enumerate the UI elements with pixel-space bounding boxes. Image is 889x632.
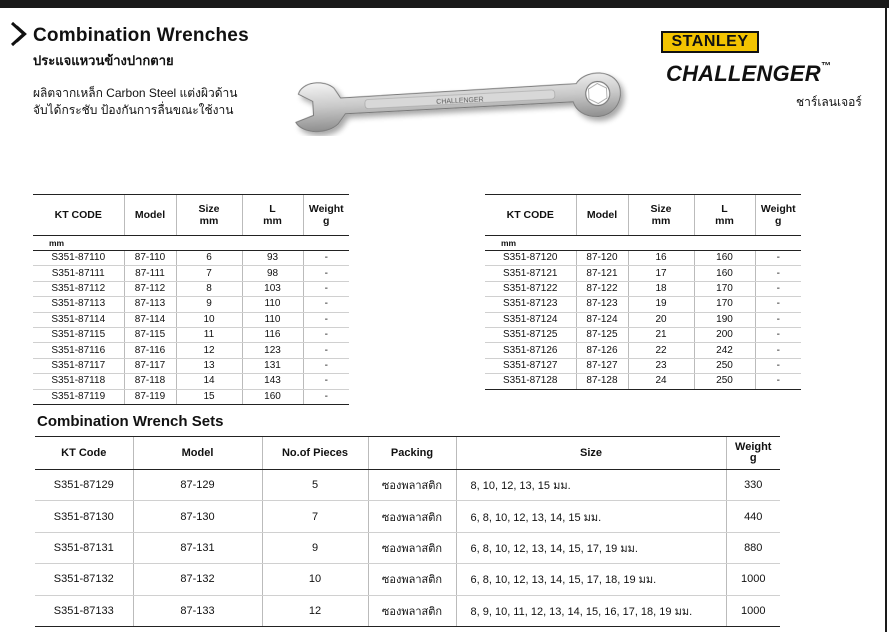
table-row [35,501,780,532]
trademark-symbol: ™ [820,61,831,72]
header-weight [726,437,780,470]
length-cell: 160 [694,251,755,266]
length-cell: 200 [694,327,755,342]
header-weight-label: Weight [760,203,796,215]
wrench-marking: CHALLENGER [436,96,484,106]
header-weight-label: Weight [308,203,344,215]
description-line: ผลิตจากเหล็ก Carbon Steel แต่งผิวด้าน [33,86,238,100]
unit-label: mm [485,236,801,251]
size-cell: 20 [628,312,694,327]
table-row [485,374,801,389]
length-cell: 143 [242,374,303,389]
table-row [33,297,349,312]
weight-cell: 440 [726,501,780,532]
model-cell: 87-127 [576,358,628,373]
table-row [485,312,801,327]
weight-cell: - [303,327,349,342]
kt-code-cell: S351-87112 [33,281,124,296]
size-cell: 12 [176,343,242,358]
weight-cell: 330 [726,470,780,501]
table-header-row [485,195,801,236]
weight-cell: - [755,343,801,358]
challenger-name: CHALLENGER [666,61,821,86]
model-cell: 87-117 [124,358,176,373]
weight-cell: - [303,358,349,373]
kt-code-cell: S351-87120 [485,251,576,266]
unit-row [33,236,349,251]
header-size: Size [456,437,726,470]
table-row [35,595,780,626]
kt-code-cell: S351-87127 [485,358,576,373]
header-model: Model [124,195,176,236]
header-pieces: No.of Pieces [262,437,368,470]
weight-cell: - [755,358,801,373]
table-row [33,266,349,281]
kt-code-cell: S351-87117 [33,358,124,373]
table-body [35,470,780,627]
header-weight-unit: g [775,215,782,227]
size-cell: 23 [628,358,694,373]
kt-code-cell: S351-87130 [35,501,133,532]
challenger-logo [666,61,831,87]
sets-section-title: Combination Wrench Sets [37,413,224,430]
model-cell: 87-125 [576,327,628,342]
weight-cell: 1000 [726,564,780,595]
table-body [485,251,801,390]
length-cell: 110 [242,297,303,312]
packing-cell: ซองพลาสติก [368,595,456,626]
length-cell: 160 [242,389,303,404]
header-size-unit: mm [651,215,671,227]
header-size-unit: mm [199,215,219,227]
size-cell: 15 [176,389,242,404]
table-row [33,358,349,373]
weight-cell: - [755,297,801,312]
table-row [33,251,349,266]
product-description [33,85,237,119]
weight-cell: - [303,281,349,296]
weight-cell: - [303,374,349,389]
length-cell: 98 [242,266,303,281]
unit-row [485,236,801,251]
weight-cell: - [303,343,349,358]
header-model: Model [133,437,262,470]
header-length-unit: mm [715,215,734,227]
length-cell: 123 [242,343,303,358]
size-cell: 18 [628,281,694,296]
table-row [485,266,801,281]
left-wrench-table [33,194,349,405]
table-row [485,358,801,373]
packing-cell: ซองพลาสติก [368,470,456,501]
header-weight-unit: g [323,215,330,227]
stanley-logo: STANLEY [661,31,759,53]
size-cell: 9 [176,297,242,312]
model-cell: 87-126 [576,343,628,358]
length-cell: 160 [694,266,755,281]
packing-cell: ซองพลาสติก [368,532,456,563]
size-cell: 13 [176,358,242,373]
model-cell: 87-121 [576,266,628,281]
model-cell: 87-132 [133,564,262,595]
model-cell: 87-124 [576,312,628,327]
size-cell: 19 [628,297,694,312]
header-size [628,195,694,236]
model-cell: 87-112 [124,281,176,296]
weight-cell: - [303,389,349,404]
pieces-cell: 9 [262,532,368,563]
weight-cell: - [303,312,349,327]
challenger-thai-name: ชาร์เลนเจอร์ [796,95,862,109]
weight-cell: 1000 [726,595,780,626]
size-cell: 6, 8, 10, 12, 13, 14, 15, 17, 19 มม. [456,532,726,563]
chevron-right-icon [8,20,30,48]
table-row [35,564,780,595]
kt-code-cell: S351-87132 [35,564,133,595]
header-weight-unit: g [749,452,757,464]
kt-code-cell: S351-87129 [35,470,133,501]
pieces-cell: 7 [262,501,368,532]
length-cell: 170 [694,297,755,312]
header-length-label: L [269,203,276,215]
model-cell: 87-129 [133,470,262,501]
weight-cell: - [755,251,801,266]
table-row [485,343,801,358]
length-cell: 103 [242,281,303,296]
model-cell: 87-110 [124,251,176,266]
unit-label: mm [33,236,349,251]
size-cell: 21 [628,327,694,342]
size-cell: 8, 10, 12, 13, 15 มม. [456,470,726,501]
kt-code-cell: S351-87110 [33,251,124,266]
size-cell: 6, 8, 10, 12, 13, 14, 15 มม. [456,501,726,532]
weight-cell: 880 [726,532,780,563]
kt-code-cell: S351-87126 [485,343,576,358]
length-cell: 250 [694,358,755,373]
table-row [33,327,349,342]
wrench-sets-table [35,436,780,627]
table-body [33,251,349,405]
model-cell: 87-120 [576,251,628,266]
length-cell: 131 [242,358,303,373]
header-packing: Packing [368,437,456,470]
table-row [33,312,349,327]
table-row [33,281,349,296]
table-header-row [35,437,780,470]
size-cell: 16 [628,251,694,266]
kt-code-cell: S351-87128 [485,374,576,389]
length-cell: 116 [242,327,303,342]
header-length [694,195,755,236]
size-cell: 8 [176,281,242,296]
header-size-label: Size [650,203,672,215]
kt-code-cell: S351-87131 [35,532,133,563]
header-weight-label: Weight [735,441,772,453]
weight-cell: - [303,297,349,312]
size-cell: 14 [176,374,242,389]
length-cell: 110 [242,312,303,327]
table-row [485,251,801,266]
kt-code-cell: S351-87119 [33,389,124,404]
model-cell: 87-122 [576,281,628,296]
packing-cell: ซองพลาสติก [368,501,456,532]
header-length [242,195,303,236]
packing-cell: ซองพลาสติก [368,564,456,595]
weight-cell: - [303,266,349,281]
table-row [35,470,780,501]
length-cell: 93 [242,251,303,266]
length-cell: 190 [694,312,755,327]
size-cell: 7 [176,266,242,281]
model-cell: 87-115 [124,327,176,342]
size-cell: 6, 8, 10, 12, 13, 14, 15, 17, 18, 19 มม. [456,564,726,595]
model-cell: 87-130 [133,501,262,532]
model-cell: 87-116 [124,343,176,358]
length-cell: 242 [694,343,755,358]
model-cell: 87-113 [124,297,176,312]
model-cell: 87-119 [124,389,176,404]
kt-code-cell: S351-87121 [485,266,576,281]
size-cell: 6 [176,251,242,266]
size-cell: 11 [176,327,242,342]
kt-code-cell: S351-87115 [33,327,124,342]
kt-code-cell: S351-87125 [485,327,576,342]
pieces-cell: 12 [262,595,368,626]
right-border [885,8,887,632]
weight-cell: - [755,374,801,389]
table-row [33,374,349,389]
right-wrench-table [485,194,801,390]
header-size-label: Size [198,203,220,215]
model-cell: 87-123 [576,297,628,312]
page-subtitle: ประแจแหวนข้างปากตาย [33,53,174,68]
weight-cell: - [755,327,801,342]
size-cell: 8, 9, 10, 11, 12, 13, 14, 15, 16, 17, 18, 19 มม. [456,595,726,626]
table-row [485,327,801,342]
weight-cell: - [755,281,801,296]
header-kt-code: KT CODE [33,195,124,236]
header-length-unit: mm [263,215,282,227]
kt-code-cell: S351-87123 [485,297,576,312]
header-kt-code: KT CODE [485,195,576,236]
size-cell: 17 [628,266,694,281]
page-title: Combination Wrenches [33,25,249,46]
pieces-cell: 10 [262,564,368,595]
size-cell: 22 [628,343,694,358]
header-kt-code: KT Code [35,437,133,470]
kt-code-cell: S351-87118 [33,374,124,389]
size-cell: 10 [176,312,242,327]
header-weight [303,195,349,236]
kt-code-cell: S351-87116 [33,343,124,358]
description-line: จับได้กระชับ ป้องกันการลื่นขณะใช้งาน [33,103,234,117]
table-row [33,389,349,404]
model-cell: 87-128 [576,374,628,389]
kt-code-cell: S351-87124 [485,312,576,327]
table-header-row [33,195,349,236]
length-cell: 250 [694,374,755,389]
top-bar [0,0,889,8]
kt-code-cell: S351-87111 [33,266,124,281]
table-row [35,532,780,563]
table-row [33,343,349,358]
weight-cell: - [755,266,801,281]
model-cell: 87-131 [133,532,262,563]
header-size [176,195,242,236]
table-row [485,281,801,296]
header-model: Model [576,195,628,236]
length-cell: 170 [694,281,755,296]
model-cell: 87-133 [133,595,262,626]
kt-code-cell: S351-87114 [33,312,124,327]
weight-cell: - [303,251,349,266]
header-weight [755,195,801,236]
kt-code-cell: S351-87133 [35,595,133,626]
model-cell: 87-118 [124,374,176,389]
kt-code-cell: S351-87122 [485,281,576,296]
table-row [485,297,801,312]
kt-code-cell: S351-87113 [33,297,124,312]
wrench-image [285,68,630,136]
pieces-cell: 5 [262,470,368,501]
size-cell: 24 [628,374,694,389]
weight-cell: - [755,312,801,327]
model-cell: 87-114 [124,312,176,327]
model-cell: 87-111 [124,266,176,281]
header-length-label: L [721,203,728,215]
